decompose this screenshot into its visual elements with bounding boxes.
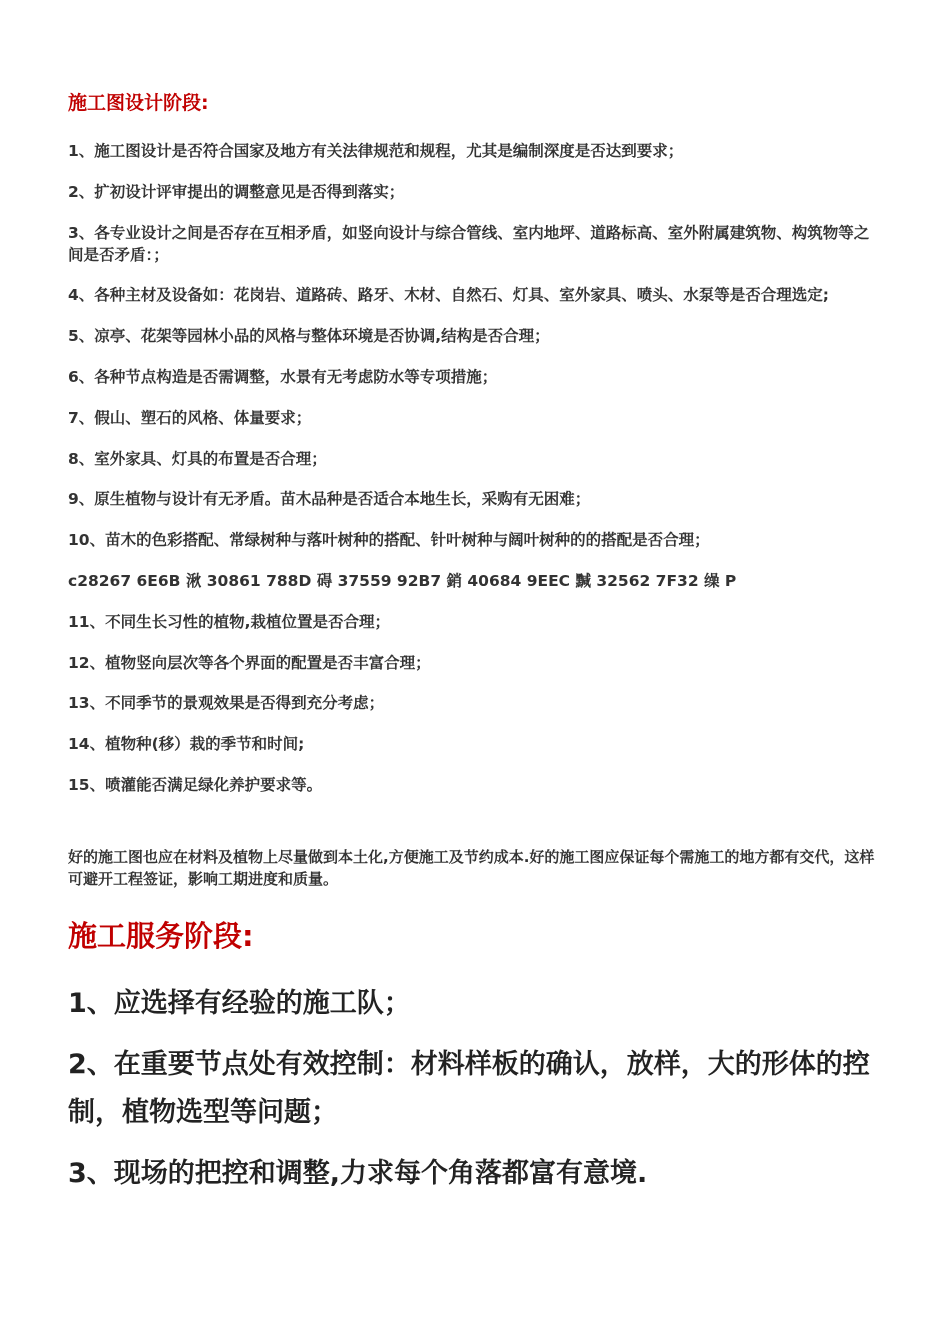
list-item: c28267 6E6B 湫 30861 788D 碍 37559 92B7 銷 40684 9EEC 黬 32562 7F32 缲 P [68, 571, 737, 590]
service-stage-heading: 施工服务阶段: [68, 919, 254, 953]
list-item: 14、植物种(移）栽的季节和时间; [68, 735, 305, 754]
list-item: 8、室外家具、灯具的布置是否合理； [68, 449, 327, 468]
list-item: 2、在重要节点处有效控制：材料样板的确认，放样，大的形体的控制，植物选型等问题； [68, 1049, 870, 1128]
list-item: 3、现场的把控和调整,力求每个角落都富有意境. [68, 1158, 648, 1189]
design-stage-heading: 施工图设计阶段: [68, 92, 209, 114]
service-stage-list [68, 980, 883, 1211]
list-item: 6、各种节点构造是否需调整，水景有无考虑防水等专项措施； [68, 367, 498, 386]
list-item: 1、应选择有经验的施工队； [68, 988, 411, 1019]
list-item: 1、施工图设计是否符合国家及地方有关法律规范和规程，尤其是编制深度是否达到要求； [68, 142, 684, 160]
design-stage-summary: 好的施工图也应在材料及植物上尽量做到本土化,方便施工及节约成本.好的施工图应保证每个需施工的地方都有交代，这样可避开工程签证，影响工期进度和质量。 [68, 848, 875, 888]
list-item: 4、各种主材及设备如：花岗岩、道路砖、路牙、木材、自然石、灯具、室外家具、喷头、水泵等是否合理选定; [68, 286, 829, 305]
list-item: 15、喷灌能否满足绿化养护要求等。 [68, 775, 323, 794]
list-item: 9、原生植物与设计有无矛盾。苗木品种是否适合本地生长，采购有无困难； [68, 490, 591, 509]
list-item: 7、假山、塑石的风格、体量要求； [68, 408, 312, 427]
list-item: 11、不同生长习性的植物,栽植位置是否合理； [68, 612, 390, 631]
list-item: 5、凉亭、花架等园林小品的风格与整体环境是否协调,结构是否合理； [68, 327, 550, 346]
list-item: 3、各专业设计之间是否存在互相矛盾，如竖向设计与综合管线、室内地坪、道路标高、室外附属建筑物、构筑物等之间是否矛盾：； [68, 223, 870, 264]
design-stage-list [68, 140, 883, 815]
list-item: 12、植物竖向层次等各个界面的配置是否丰富合理； [68, 653, 431, 672]
list-item: 13、不同季节的景观效果是否得到充分考虑； [68, 694, 385, 713]
list-item: 10、苗木的色彩搭配、常绿树种与落叶树种的搭配、针叶树种与阔叶树种的的搭配是否合理； [68, 531, 710, 550]
list-item: 2、扩初设计评审提出的调整意见是否得到落实； [68, 182, 405, 201]
